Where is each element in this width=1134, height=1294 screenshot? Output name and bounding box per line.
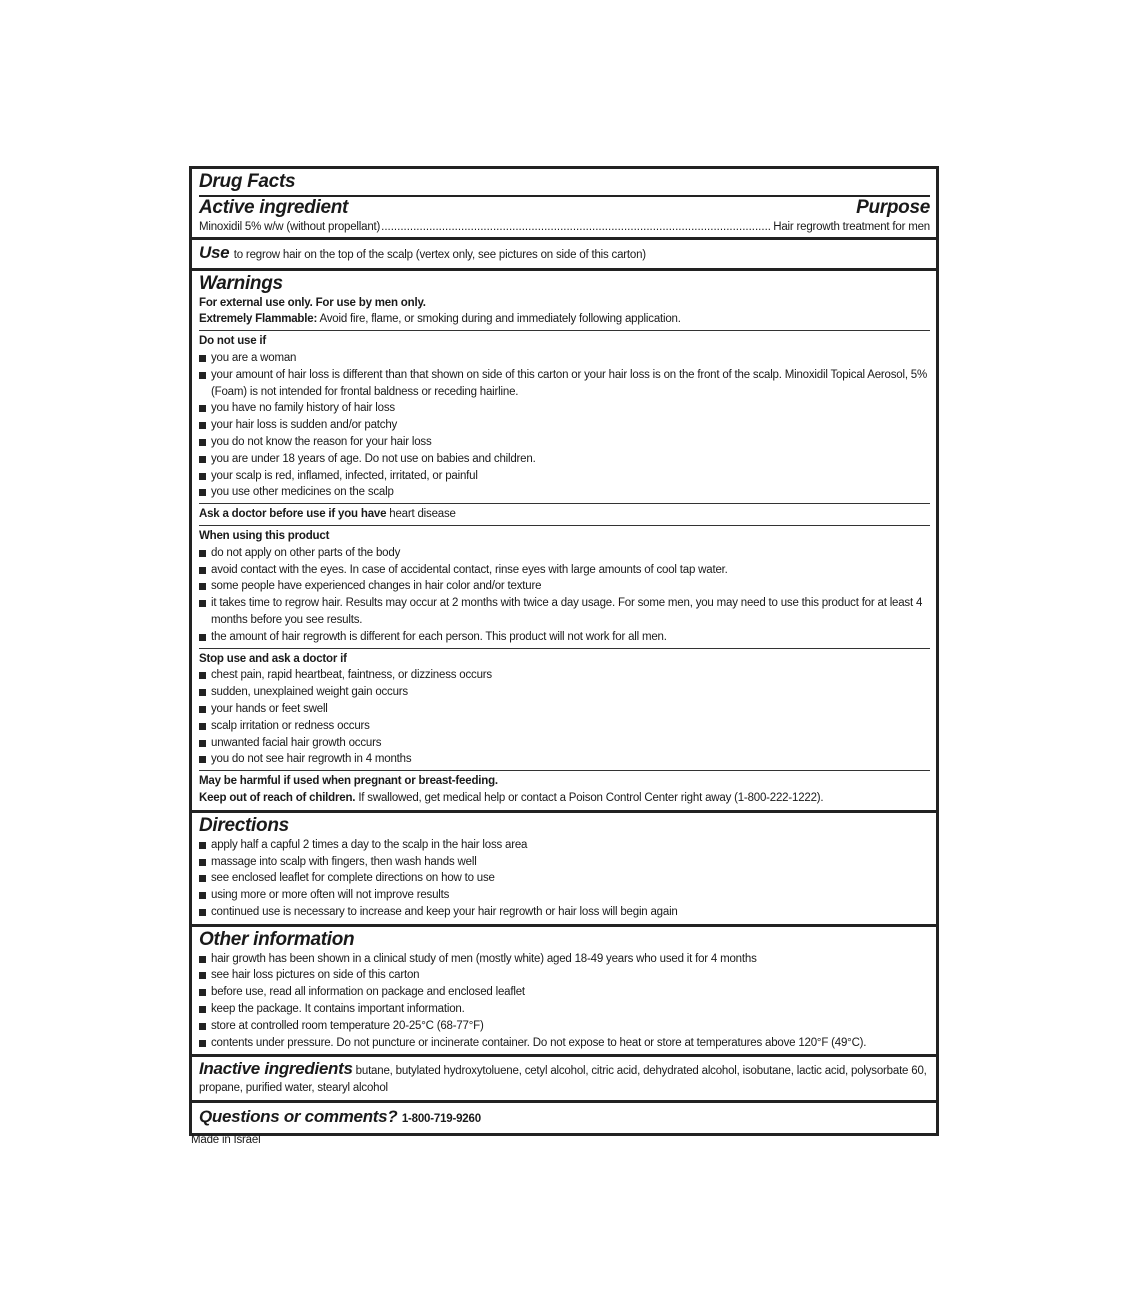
warnings-heading: Warnings	[199, 272, 283, 294]
bullet-item	[199, 904, 930, 921]
bullet-item	[199, 951, 930, 968]
bullet-text: continued use is necessary to increase and keep your hair regrowth or hair loss will begin again	[211, 905, 678, 918]
directions-list	[199, 837, 930, 921]
bullet-text: your hands or feet swell	[211, 702, 328, 715]
bullet-item	[199, 718, 930, 735]
bullet-text: you have no family history of hair loss	[211, 402, 395, 415]
questions-heading: Questions or comments?	[199, 1107, 398, 1127]
do-not-use-list	[199, 350, 930, 501]
bullet-item	[199, 595, 930, 629]
keep-out-text: If swallowed, get medical help or contact a Poison Control Center right away (1-800-222-1222).	[358, 791, 824, 804]
bullet-item	[199, 484, 930, 501]
bullet-text: avoid contact with the eyes. In case of accidental contact, rinse eyes with large amounts of cool tap water.	[211, 563, 728, 576]
active-ingredient-text: Minoxidil 5% w/w (without propellant)	[199, 221, 381, 233]
bullet-item	[199, 751, 930, 768]
bullet-item	[199, 701, 930, 718]
flammable-text: Avoid fire, flame, or smoking during and immediately following application.	[319, 313, 681, 326]
divider	[199, 503, 930, 504]
inactive-ingredients-text: butane, butylated hydroxytoluene, cetyl alcohol, citric acid, dehydrated alcohol, isobutane, lactic acid, polysorbate 60, propane, purified water, stearyl alcohol	[199, 1065, 927, 1095]
bullet-text: you are a woman	[211, 351, 297, 364]
bullet-text: store at controlled room temperature 20-25°C (68-77°F)	[211, 1019, 484, 1032]
bullet-item	[199, 1035, 930, 1052]
bullet-square-icon	[199, 989, 206, 996]
bullet-square-icon	[199, 422, 206, 429]
bullet-text: before use, read all information on package and enclosed leaflet	[211, 986, 525, 999]
questions-phone: 1-800-719-9260	[401, 1113, 481, 1126]
bullet-square-icon	[199, 600, 206, 607]
other-information-section	[192, 924, 936, 1055]
bullet-item	[199, 400, 930, 417]
bullet-square-icon	[199, 550, 206, 557]
ask-doctor-text: heart disease	[389, 508, 456, 521]
keep-out-line	[199, 790, 930, 807]
other-information-list	[199, 951, 930, 1052]
drug-facts-title: Drug Facts	[199, 171, 296, 192]
bullet-text: chest pain, rapid heartbeat, faintness, or dizziness occurs	[211, 669, 492, 682]
bullet-square-icon	[199, 456, 206, 463]
inactive-ingredients-heading: Inactive ingredients	[199, 1059, 353, 1079]
bullet-text: the amount of hair regrowth is different for each person. This product will not work for all men.	[211, 630, 667, 643]
bullet-square-icon	[199, 439, 206, 446]
bullet-text: do not apply on other parts of the body	[211, 546, 401, 559]
bullet-item	[199, 837, 930, 854]
bullet-item	[199, 545, 930, 562]
drug-facts-header	[192, 169, 936, 237]
bullet-item	[199, 967, 930, 984]
bullet-square-icon	[199, 672, 206, 679]
bullet-item	[199, 684, 930, 701]
pregnant-line: May be harmful if used when pregnant or breast-feeding.	[199, 775, 498, 788]
bullet-item	[199, 434, 930, 451]
bullet-square-icon	[199, 1040, 206, 1047]
bullet-text: your scalp is red, inflamed, infected, irritated, or painful	[211, 469, 478, 482]
bullet-text: you do not know the reason for your hair loss	[211, 435, 432, 448]
purpose-heading: Purpose	[856, 197, 930, 218]
flammable-label: Extremely Flammable:	[199, 313, 318, 326]
divider	[199, 525, 930, 526]
active-ingredient-heading-row	[199, 197, 930, 219]
bullet-item	[199, 562, 930, 579]
bullet-square-icon	[199, 909, 206, 916]
bullet-square-icon	[199, 842, 206, 849]
directions-heading: Directions	[199, 814, 289, 836]
bullet-text: see enclosed leaflet for complete directions on how to use	[211, 872, 495, 885]
bullet-square-icon	[199, 689, 206, 696]
bullet-square-icon	[199, 583, 206, 590]
bullet-square-icon	[199, 355, 206, 362]
bullet-square-icon	[199, 892, 206, 899]
bullet-item	[199, 984, 930, 1001]
ask-doctor-line	[199, 506, 930, 523]
bullet-item	[199, 578, 930, 595]
use-section	[192, 237, 936, 268]
warnings-section	[192, 268, 936, 810]
bullet-text: keep the package. It contains important information.	[211, 1003, 465, 1016]
directions-section	[192, 810, 936, 924]
bullet-square-icon	[199, 956, 206, 963]
bullet-square-icon	[199, 723, 206, 730]
bullet-item	[199, 854, 930, 871]
bullet-item	[199, 735, 930, 752]
bullet-square-icon	[199, 972, 206, 979]
bullet-square-icon	[199, 567, 206, 574]
bullet-item	[199, 1001, 930, 1018]
bullet-item	[199, 468, 930, 485]
bullet-square-icon	[199, 634, 206, 641]
bullet-text: scalp irritation or redness occurs	[211, 719, 370, 732]
bullet-item	[199, 367, 930, 401]
bullet-square-icon	[199, 405, 206, 412]
use-heading: Use	[199, 242, 230, 262]
bullet-text: massage into scalp with fingers, then wash hands well	[211, 855, 477, 868]
inactive-ingredients-section	[192, 1054, 936, 1100]
external-use-line: For external use only. For use by men only.	[199, 296, 426, 309]
use-text: to regrow hair on the top of the scalp (vertex only, see pictures on side of this carton)	[233, 248, 646, 261]
bullet-item	[199, 350, 930, 367]
bullet-text: you use other medicines on the scalp	[211, 486, 394, 499]
bullet-item	[199, 629, 930, 646]
divider	[199, 770, 930, 771]
bullet-item	[199, 451, 930, 468]
bullet-text: it takes time to regrow hair. Results may occur at 2 months with twice a day usage. For some men, you may need to use this product for at least 4 months before you see results.	[211, 597, 923, 626]
bullet-item	[199, 667, 930, 684]
bullet-item	[199, 1018, 930, 1035]
bullet-square-icon	[199, 875, 206, 882]
when-using-list	[199, 545, 930, 646]
bullet-text: contents under pressure. Do not puncture or incinerate container. Do not expose to heat or store at temperatures above 120°F (49°C).	[211, 1036, 867, 1049]
keep-out-label: Keep out of reach of children.	[199, 791, 356, 804]
ask-doctor-label: Ask a doctor before use if you have	[199, 508, 387, 521]
bullet-square-icon	[199, 473, 206, 480]
bullet-text: using more or more often will not improve results	[211, 889, 450, 902]
bullet-text: apply half a capful 2 times a day to the scalp in the hair loss area	[211, 838, 528, 851]
stop-use-heading: Stop use and ask a doctor if	[199, 652, 347, 665]
bullet-square-icon	[199, 740, 206, 747]
bullet-item	[199, 887, 930, 904]
stop-use-list	[199, 667, 930, 768]
divider	[199, 648, 930, 649]
inactive-ingredients-body	[199, 1061, 930, 1097]
bullet-text: unwanted facial hair growth occurs	[211, 736, 382, 749]
made-in-text: Made in Israel	[191, 1134, 261, 1146]
bullet-text: some people have experienced changes in hair color and/or texture	[211, 580, 542, 593]
bullet-text: your amount of hair loss is different than that shown on side of this carton or your hair loss is on the front of the scalp. Minoxidil Topical Aerosol, 5% (Foam) is not intended for frontal baldness or receding hairline.	[211, 368, 928, 398]
bullet-square-icon	[199, 372, 206, 379]
bullet-text: you are under 18 years of age. Do not use on babies and children.	[211, 452, 536, 465]
bullet-square-icon	[199, 859, 206, 866]
divider	[199, 330, 930, 331]
drug-facts-panel	[189, 166, 939, 1136]
when-using-heading: When using this product	[199, 529, 330, 542]
other-information-heading: Other information	[199, 928, 355, 950]
active-ingredient-heading: Active ingredient	[199, 197, 349, 218]
bullet-text: you do not see hair regrowth in 4 months	[211, 753, 412, 766]
bullet-item	[199, 870, 930, 887]
questions-section	[192, 1100, 936, 1133]
bullet-text: see hair loss pictures on side of this carton	[211, 969, 420, 982]
bullet-square-icon	[199, 489, 206, 496]
bullet-text: your hair loss is sudden and/or patchy	[211, 419, 398, 432]
bullet-item	[199, 417, 930, 434]
bullet-square-icon	[199, 1006, 206, 1013]
purpose-text: Hair regrowth treatment for men	[773, 221, 930, 233]
bullet-square-icon	[199, 1023, 206, 1030]
bullet-square-icon	[199, 756, 206, 763]
bullet-square-icon	[199, 706, 206, 713]
bullet-text: hair growth has been shown in a clinical study of men (mostly white) aged 18-49 years who used it for 4 months	[211, 952, 757, 965]
leader-dots	[381, 219, 772, 236]
do-not-use-heading: Do not use if	[199, 335, 267, 348]
bullet-text: sudden, unexplained weight gain occurs	[211, 686, 408, 699]
flammable-line	[199, 311, 930, 328]
active-ingredient-row	[199, 219, 930, 236]
